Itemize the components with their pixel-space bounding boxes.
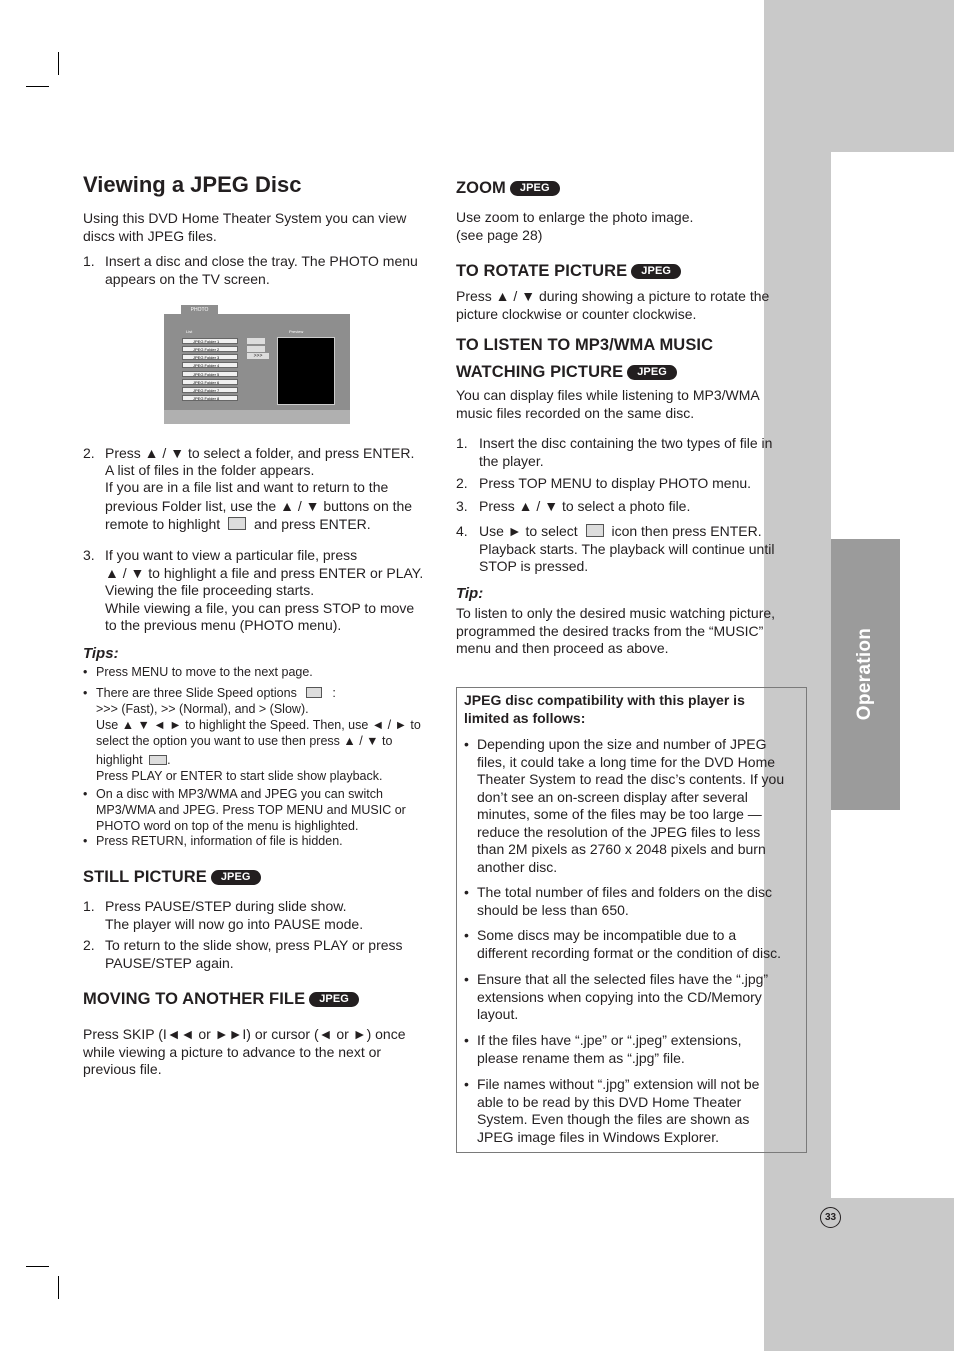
box-item-6: File names without “.jpg” extension will not be able to be read by this DVD Home Theater System. Even though the files are shown as JPEG image files in Windows Explorer. [477,1076,760,1145]
tip-bullet: • [83,665,88,679]
tip-bullet: • [83,787,88,801]
listen-step-3-text: Press ▲ / ▼ to select a photo file. [479,498,691,514]
box-item-3: Some discs may be incompatible due to a different recording format or the condition of disc. [477,927,782,961]
step-3-text: If you want to view a particular file, press ▲ / ▼ to highlight a file and press ENTER or PLAY. Viewing the file proceeding starts. While viewing a file, you can press STOP to move to the previous menu (PHOTO menu). [105,547,424,633]
listen-step-4-number: 4. [456,523,468,539]
box-title: JPEG disc compatibility with this player is limited as follows: [464,692,745,726]
listen-step-4-text: Use ► to select icon then press ENTER. Playback starts. The playback will continue until STOP is pressed. [479,523,775,574]
crop-mark [58,52,59,75]
tip-text: To listen to only the desired music watching picture, programmed the desired tracks from the “MUSIC” menu and then proceed as above. [456,605,776,656]
tip-heading: Tip: [456,585,484,602]
zoom-heading: ZOOM JPEG [456,179,560,198]
osd-preview-box [277,337,335,405]
osd-folder-row: JPEG Folder 2 [182,346,238,352]
slide-speed-icon [306,687,322,698]
jpeg-badge: JPEG [627,365,677,380]
listen-step-3-number: 3. [456,498,468,514]
still-step-1-number: 1. [83,898,95,914]
box-bullet: • [464,1032,469,1048]
box-bullet: • [464,927,469,943]
osd-slideshow-icon [247,338,265,344]
step-3-number: 3. [83,547,95,563]
jpeg-badge: JPEG [211,870,261,885]
osd-folder-row: JPEG Folder 6 [182,379,238,385]
intro-text: Using this DVD Home Theater System you can view discs with JPEG files. [83,210,407,244]
osd-preview-label: Preview [289,329,304,334]
section-tab-label: Operation [854,627,875,721]
jpeg-badge: JPEG [510,181,560,196]
box-bullet: • [464,736,469,752]
tip-4-text: Press RETURN, information of file is hidden. [96,834,343,848]
still-step-2-number: 2. [83,937,95,953]
still-step-2-text: To return to the slide show, press PLAY or press PAUSE/STEP again. [105,937,403,971]
folder-up-icon [228,517,246,530]
tip-bullet: • [83,686,88,700]
tip-2-text: There are three Slide Speed options : >>> (Fast), >> (Normal), and > (Slow). Use ▲ ▼ ◄ ► to highlight the Speed. Then, use ◄ / ► to select the option you want to use then press ▲ / ▼ to highlight . Press PLAY or ENTER to start slide show playback. [96,686,421,783]
step-2-text: Press ▲ / ▼ to select a folder, and press ENTER. A list of files in the folder appears. If you are in a file list and want to return to the previous Folder list, use the ▲ / ▼ buttons on the remote to highlight and press ENTER. [105,445,415,532]
listen-step-2-text: Press TOP MENU to display PHOTO menu. [479,475,752,491]
step-1-number: 1. [83,253,95,269]
osd-folder-row: JPEG Folder 7 [182,387,238,393]
osd-folder-row: JPEG Folder 8 [182,395,238,401]
jpeg-badge: JPEG [309,992,359,1007]
still-picture-heading: STILL PICTURE JPEG [83,868,261,887]
osd-bottom-bar [164,410,350,424]
tips-heading: Tips: [83,645,119,662]
osd-speed: >>> [247,353,269,359]
tip-3-text: On a disc with MP3/WMA and JPEG you can switch MP3/WMA and JPEG. Press TOP MENU and MUSIC or PHOTO word on top of the menu is highlighted. [96,787,406,833]
moving-text: Press SKIP (I◄◄ or ►►I) or cursor (◄ or ►) once while viewing a picture to advance to the next or previous file. [83,1026,406,1077]
sidebar-bottom-band [764,1198,954,1351]
listen-step-1-text: Insert the disc containing the two types of file in the player. [479,435,773,469]
tip-1-text: Press MENU to move to the next page. [96,665,313,679]
box-bullet: • [464,1076,469,1092]
crop-mark [26,86,49,87]
crop-mark [26,1266,49,1267]
step-2-number: 2. [83,445,95,461]
sidebar-top-band [764,0,954,152]
jpeg-badge: JPEG [631,264,681,279]
rotate-heading: TO ROTATE PICTURE JPEG [456,262,681,281]
osd-list-label: List [186,329,193,334]
crop-mark [58,1276,59,1299]
listen-step-1-number: 1. [456,435,468,451]
step-1-text: Insert a disc and close the tray. The PHOTO menu appears on the TV screen. [105,253,418,287]
box-item-2: The total number of files and folders on the disc should be less than 650. [477,884,772,918]
box-bullet: • [464,884,469,900]
osd-folder-row: JPEG Folder 4 [182,362,238,368]
osd-photo-tab: PHOTO [181,305,218,315]
music-icon [586,524,604,537]
slide-speed-icon [149,755,167,765]
listen-text: You can display files while listening to MP3/WMA music files recorded on the same disc. [456,387,760,421]
box-item-5: If the files have “.jpe” or “.jpeg” extensions, please rename them as “.jpg” file. [477,1032,742,1066]
osd-folder-row: JPEG Folder 3 [182,354,238,360]
rotate-text: Press ▲ / ▼ during showing a picture to rotate the picture clockwise or counter clockwise. [456,288,770,322]
osd-folder-row: JPEG Folder 1 [182,338,238,344]
osd-music-icon [247,346,265,352]
box-item-1: Depending upon the size and number of JPEG files, it could take a long time for the DVD Home Theater System to read the disc’s contents. If you don’t see an on-screen display after several minutes, some of the files may be too large — reduce the resolution of the JPEG files to less than 2M pixels as 2760 x 2048 pixels and burn another disc. [477,736,785,875]
osd-folder-row: JPEG Folder 5 [182,371,238,377]
box-bullet: • [464,971,469,987]
listen-heading: TO LISTEN TO MP3/WMA MUSIC WATCHING PICTURE JPEG [456,336,714,381]
moving-heading: MOVING TO ANOTHER FILE JPEG [83,990,359,1009]
section-tab [831,539,900,810]
still-step-1-text: Press PAUSE/STEP during slide show. The player will now go into PAUSE mode. [105,898,364,932]
page-number: 33 [820,1207,841,1228]
box-item-4: Ensure that all the selected files have the “.jpg” extensions when copying into the CD/Memory layout. [477,971,769,1022]
zoom-text: Use zoom to enlarge the photo image. (see page 28) [456,209,694,243]
listen-step-2-number: 2. [456,475,468,491]
page-title: Viewing a JPEG Disc [83,172,302,197]
osd-photo-menu [164,314,350,424]
tip-bullet: • [83,834,88,848]
